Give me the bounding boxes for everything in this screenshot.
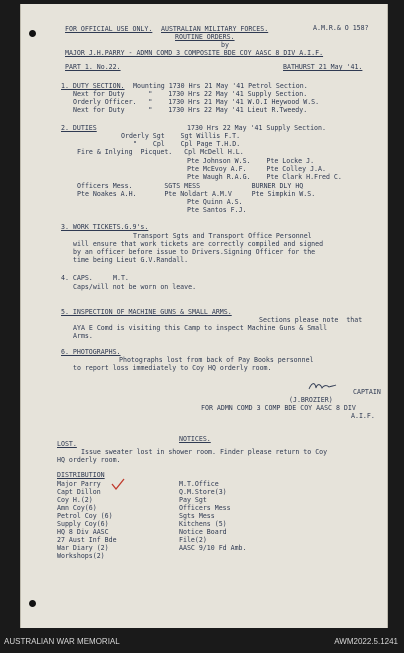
notice-line: HQ orderly room. bbox=[57, 456, 121, 464]
orders-title: ROUTINE ORDERS. bbox=[175, 33, 235, 41]
reference-number: A.M.R.& O 158? bbox=[313, 24, 369, 32]
paragraph-line: will ensure that work tickets are correctly compiled and signed bbox=[73, 240, 324, 248]
duties-line: " Cpl Cpl Page T.H.D. bbox=[133, 140, 241, 148]
paragraph-line: Caps/will not be worn on leave. bbox=[73, 283, 197, 291]
distribution-item: Sgts Mess bbox=[179, 512, 215, 520]
notices-title: NOTICES. bbox=[179, 435, 211, 443]
distribution-item: Officers Mess bbox=[179, 504, 231, 512]
distribution-item: Major Parry bbox=[57, 480, 101, 488]
duties-line: Orderly Sgt Sgt Willis F.T. bbox=[121, 132, 241, 140]
classification-label: FOR OFFICIAL USE ONLY. bbox=[65, 25, 153, 33]
duties-line: Officers Mess. SGTS MESS BURNER DLY HQ bbox=[77, 182, 304, 190]
distribution-item: War Diary (2) bbox=[57, 544, 109, 552]
archive-name: AUSTRALIAN WAR MEMORIAL bbox=[4, 637, 120, 646]
duties-line: Pte Waugh R.A.G. Pte Clark H.Fred C. bbox=[187, 173, 342, 181]
signatory-for-line: FOR ADMN COMD 3 COMP BDE COY AASC 8 DIV bbox=[201, 404, 356, 412]
distribution-item: File(2) bbox=[179, 536, 207, 544]
paragraph-line: time being Lieut G.V.Randall. bbox=[73, 256, 189, 264]
paragraph-line: Photographs lost from back of Pay Books personnel bbox=[119, 356, 314, 364]
distribution-item: AASC 9/10 Fd Amb. bbox=[179, 544, 247, 552]
paragraph-line: Sections please note that bbox=[259, 316, 363, 324]
signatory-name: (J.BROZIER) bbox=[289, 396, 333, 404]
document-page bbox=[20, 4, 388, 628]
distribution-item: 27 Aust Inf Bde bbox=[57, 536, 117, 544]
section-title-work-tickets: 3. WORK TICKETS.G.9's. bbox=[61, 223, 149, 231]
duties-line: Pte McEvoy A.F. Pte Colley J.A. bbox=[187, 165, 326, 173]
paragraph-line: Transport Sgts and Transport Office Personnel bbox=[133, 232, 312, 240]
duties-line: Fire & Inlying Picquet. Cpl McDell H.L. bbox=[77, 148, 244, 156]
duty-line: Orderly Officer. " 1730 Hrs 21 May '41 W.O.I Heywood W.S. bbox=[73, 98, 320, 106]
paragraph-line: AYA E Comd is visiting this Camp to inspect Machine Guns & Small bbox=[73, 324, 328, 332]
distribution-title: DISTRIBUTION bbox=[57, 471, 105, 479]
signatory-for-line: A.I.F. bbox=[351, 412, 375, 420]
distribution-item: Coy H.(2) bbox=[57, 496, 93, 504]
duties-line: Pte Noakes A.H. Pte Noldart A.M.V Pte Simpkin W.S. bbox=[77, 190, 316, 198]
paragraph-line: by an officer before issue to Drivers.Signing Officer for the bbox=[73, 248, 316, 256]
distribution-item: HQ 8 Div AASC bbox=[57, 528, 109, 536]
duty-line: Mounting 1730 Hrs 21 May '41 Petrol Section. bbox=[133, 82, 308, 90]
paragraph-line: M.T. bbox=[113, 274, 129, 282]
handwritten-signature bbox=[307, 380, 337, 392]
distribution-item: Q.M.Store(3) bbox=[179, 488, 227, 496]
section-title-duty: 1. DUTY SECTION. bbox=[61, 82, 125, 90]
duties-line: Pte Santos F.J. bbox=[187, 206, 247, 214]
section-title-duties: 2. DUTIES bbox=[61, 124, 97, 132]
archive-accession-number: AWM2022.5.1241 bbox=[334, 637, 398, 646]
duties-line: 1730 Hrs 22 May '41 Supply Section. bbox=[187, 124, 326, 132]
distribution-item: Amn Coy(6) bbox=[57, 504, 97, 512]
paragraph-line: to report loss immediately to Coy HQ orderly room. bbox=[73, 364, 272, 372]
distribution-item: M.T.Office bbox=[179, 480, 219, 488]
section-title-caps: 4. CAPS. bbox=[61, 274, 93, 282]
commander-line: MAJOR J.H.PARRY - ADMN COMD 3 COMPOSITE BDE COY AASC 8 DIV A.I.F. bbox=[65, 49, 324, 57]
duty-line: Next for Duty " 1730 Hrs 22 May '41 Lieut R.Tweedy. bbox=[73, 106, 308, 114]
section-title-photographs: 6. PHOTOGRAPHS. bbox=[61, 348, 121, 356]
by-line: by bbox=[221, 41, 229, 49]
duty-line: Next for Duty " 1730 Hrs 22 May '41 Supply Section. bbox=[73, 90, 308, 98]
paragraph-line: Arms. bbox=[73, 332, 93, 340]
date-line: BATHURST 21 May '41. bbox=[283, 63, 363, 71]
notice-line: Issue sweater lost in shower room. Finder please return to Coy bbox=[81, 448, 328, 456]
distribution-item: Petrol Coy (6) bbox=[57, 512, 113, 520]
punch-hole bbox=[29, 600, 36, 607]
duties-line: Pte Johnson W.S. Pte Locke J. bbox=[187, 157, 315, 165]
distribution-item: Supply Coy(6) bbox=[57, 520, 109, 528]
part-number: PART 1. No.22. bbox=[65, 63, 121, 71]
distribution-item: Pay Sgt bbox=[179, 496, 207, 504]
punch-hole bbox=[29, 30, 36, 37]
red-check-mark bbox=[111, 478, 125, 490]
distribution-item: Capt Dillon bbox=[57, 488, 101, 496]
section-title-inspection: 5. INSPECTION OF MACHINE GUNS & SMALL ARMS. bbox=[61, 308, 232, 316]
distribution-item: Kitchens (5) bbox=[179, 520, 227, 528]
signatory-rank: CAPTAIN bbox=[353, 388, 381, 396]
distribution-item: Workshops(2) bbox=[57, 552, 105, 560]
archive-footer bbox=[0, 628, 404, 653]
org-title: AUSTRALIAN MILITARY FORCES. bbox=[161, 25, 269, 33]
duties-line: Pte Quinn A.S. bbox=[187, 198, 243, 206]
distribution-item: Notice Board bbox=[179, 528, 227, 536]
lost-title: LOST. bbox=[57, 440, 77, 448]
